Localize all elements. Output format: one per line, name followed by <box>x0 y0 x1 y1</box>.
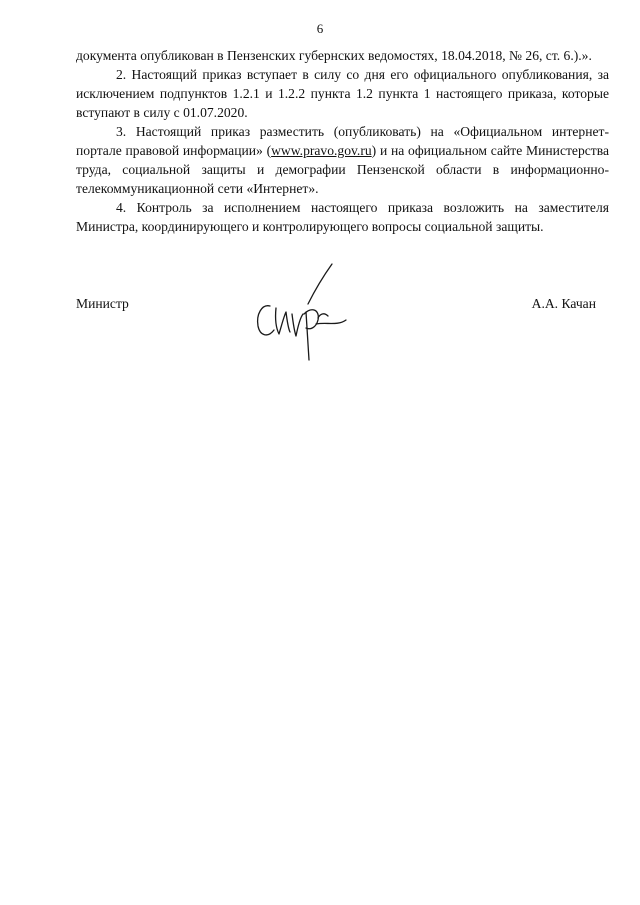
paragraph-3-text-after: ) и на официальном сайте Министерства труда, социальной защиты и демографии Пензенской области в информационно-телекоммуникационной сети «Интернет». <box>76 143 609 196</box>
signatory-role: Министр <box>76 296 129 311</box>
paragraph-continuation: документа опубликован в Пензенских губернских ведомостях, 18.04.2018, № 26, ст. 6.).». <box>76 48 592 63</box>
handwritten-signature <box>246 244 356 374</box>
page-number: 6 <box>316 21 324 36</box>
document-body <box>76 46 609 236</box>
signatory-name: А.А. Качан <box>531 296 596 311</box>
paragraph-2: 2. Настоящий приказ вступает в силу со дня его официального опубликования, за исключением подпунктов 1.2.1 и 1.2.2 пункта 1.2 пункта 1 настоящего приказа, которые вступают в силу с 01.07.2020. <box>76 67 609 120</box>
paragraph-3-text-before: 3. Настоящий приказ разместить (опубликовать) на «Официальном интернет-портале правовой информации» ( <box>76 124 609 158</box>
paragraph-3 <box>76 122 609 198</box>
pravo-gov-link[interactable]: www.pravo.gov.ru <box>271 143 372 158</box>
paragraph-4: 4. Контроль за исполнением настоящего приказа возложить на заместителя Министра, координирующего и контролирующего вопросы социальной защиты. <box>76 200 609 234</box>
